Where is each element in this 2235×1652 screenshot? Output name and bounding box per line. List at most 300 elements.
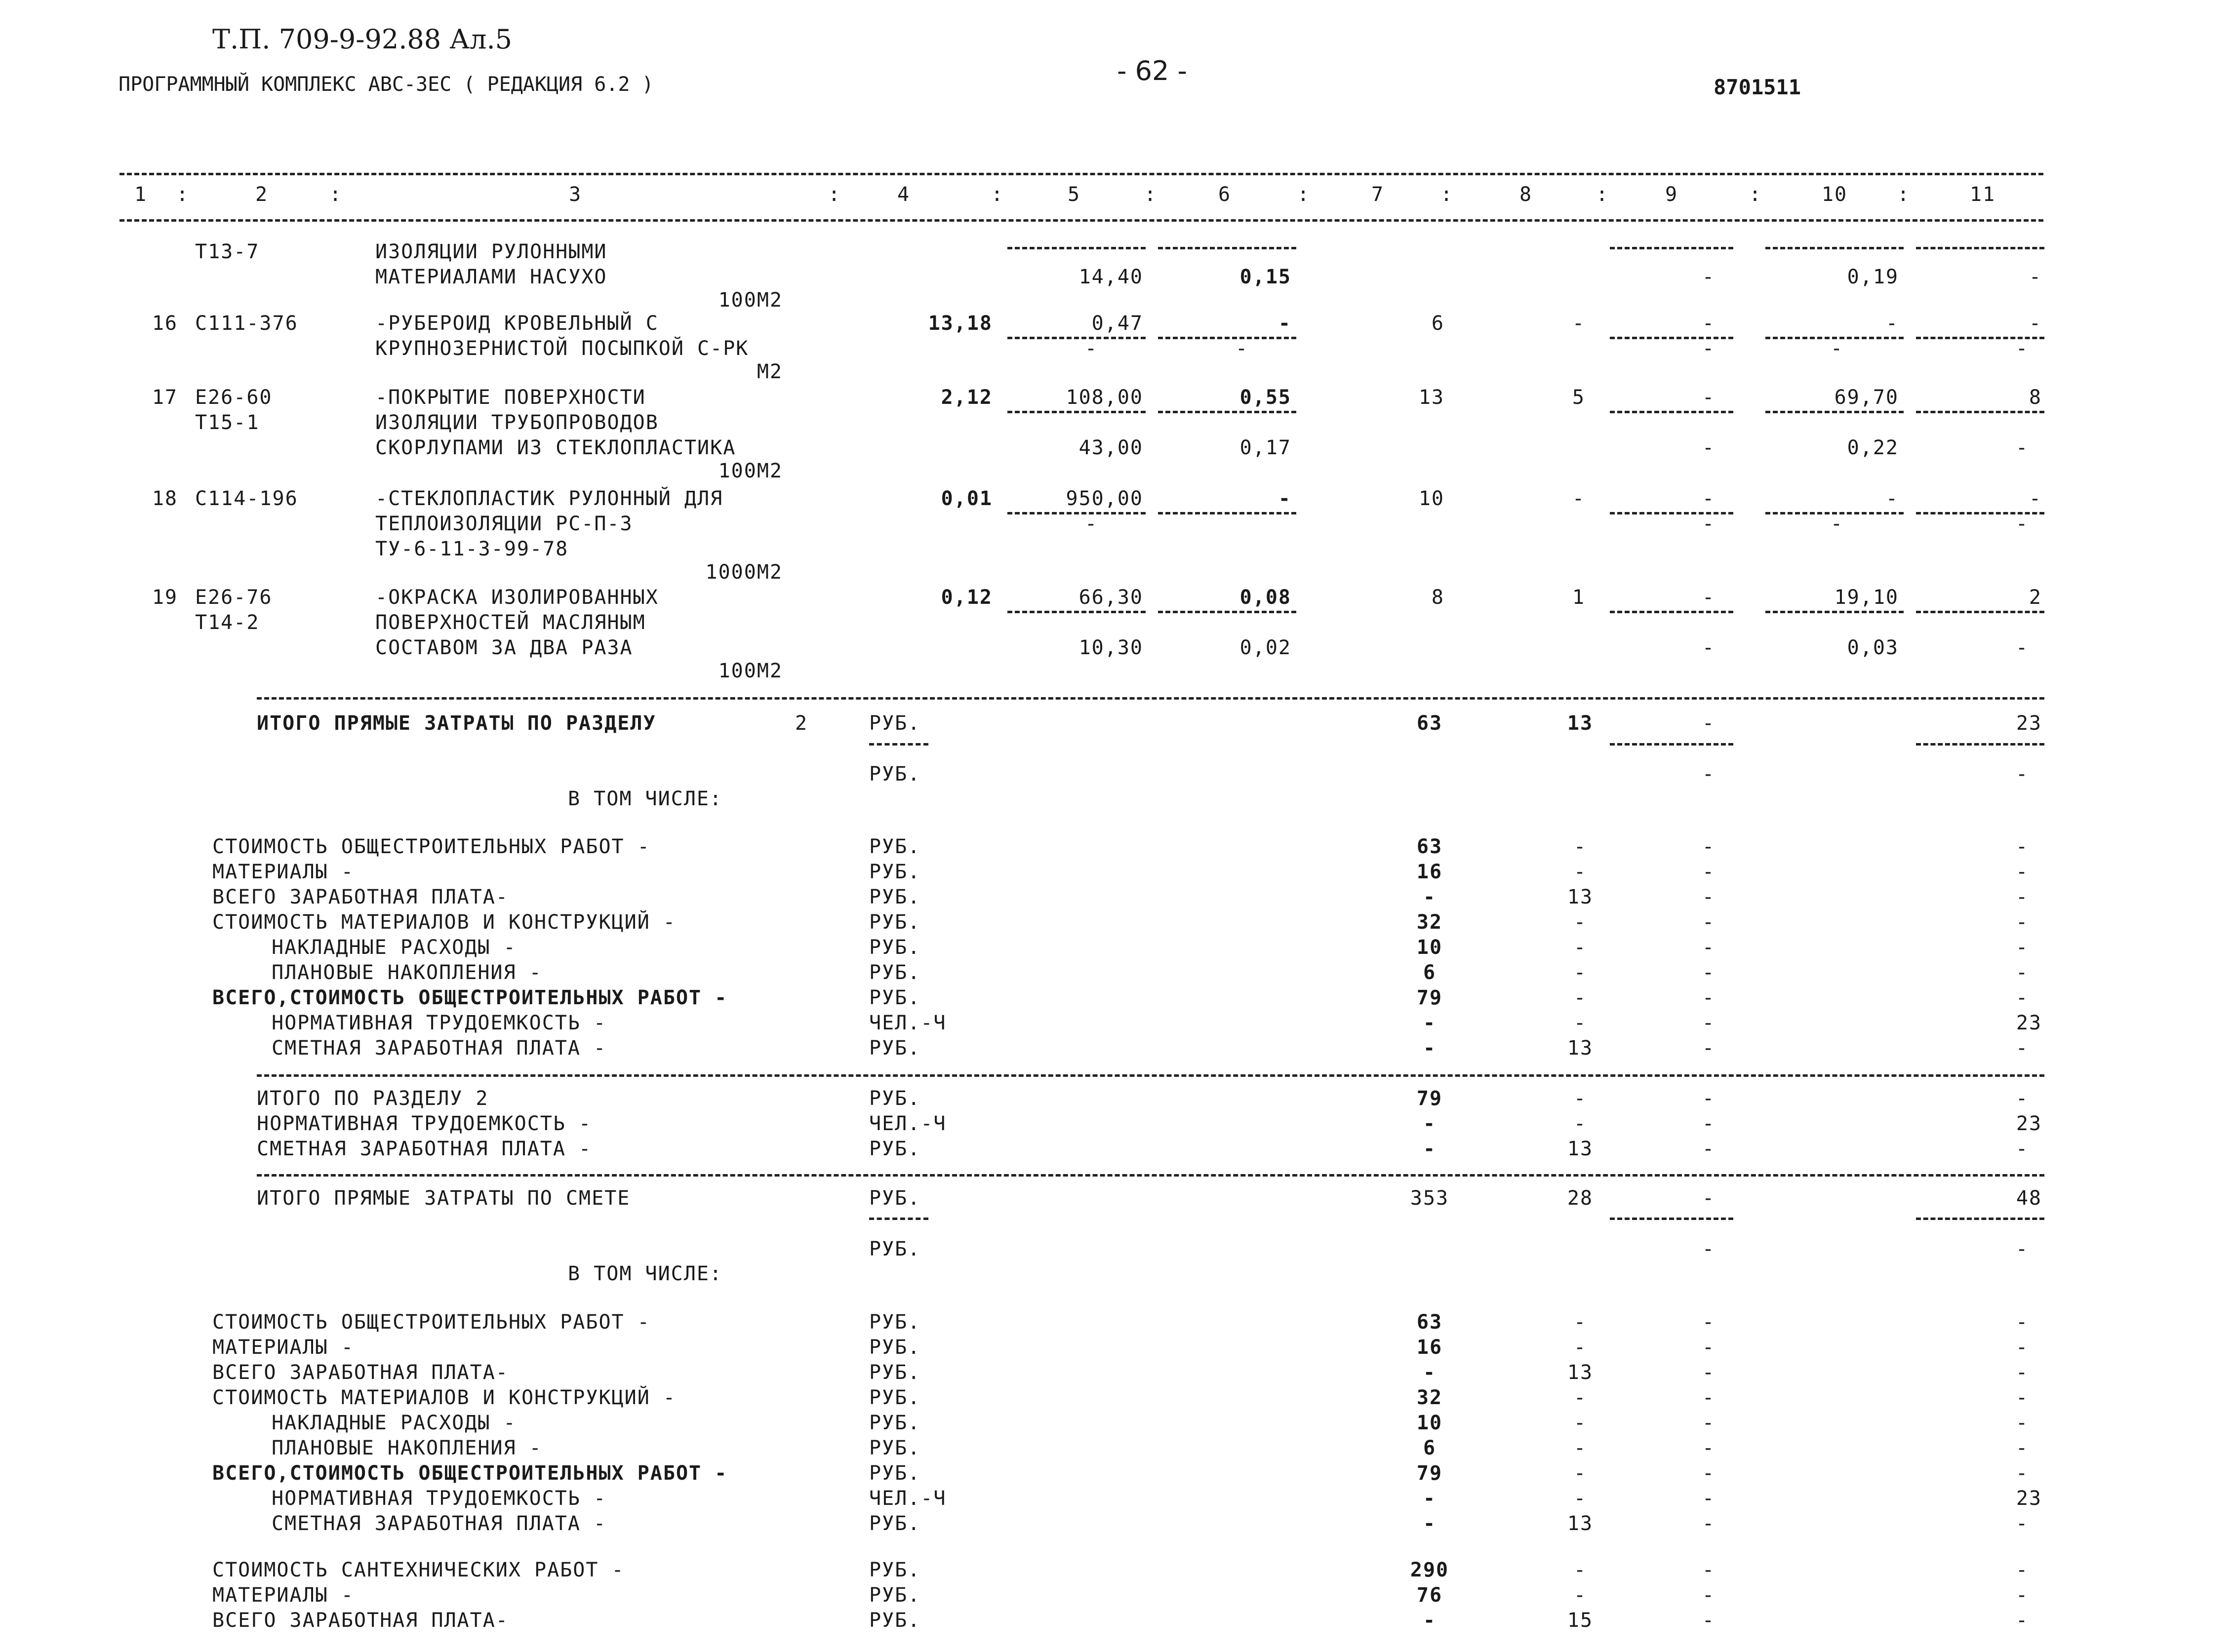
item-description: -ПОКРЫТИЕ ПОВЕРХНОСТИ — [375, 386, 646, 409]
cost-rule — [1610, 247, 1733, 249]
breakdown-unit: РУБ. — [869, 986, 921, 1009]
breakdown-unit: РУБ. — [869, 911, 921, 934]
section-sum-label: ИТОГО ПО РАЗДЕЛУ 2 — [257, 1087, 489, 1110]
item-unit: 100М2 — [718, 460, 783, 482]
breakdown-unit: ЧЕЛ.-Ч — [869, 1487, 947, 1510]
breakdown-label: МАТЕРИАЛЫ - — [212, 1336, 354, 1359]
estimate-total-unit: РУБ. — [869, 1238, 921, 1260]
breakdown-unit: РУБ. — [869, 1361, 921, 1384]
cost-rule — [1007, 411, 1146, 413]
section-rule — [257, 1074, 2044, 1077]
breakdown-label: СМЕТНАЯ ЗАРАБОТНАЯ ПЛАТА - — [272, 1037, 607, 1060]
breakdown-col11: - — [2015, 1037, 2029, 1060]
cost-rule — [1610, 337, 1733, 339]
breakdown-col7: - — [1423, 1609, 1437, 1632]
column-separator: : — [1297, 183, 1311, 206]
item-description: КРУПНОЗЕРНИСТОЙ ПОСЫПКОЙ С-РК — [375, 337, 749, 360]
breakdown-col9: - — [1702, 1386, 1716, 1409]
item-code: С114-196 — [195, 487, 298, 510]
cost-rule — [1765, 411, 1904, 413]
breakdown-col11: - — [2015, 1437, 2029, 1459]
breakdown-unit: РУБ. — [869, 936, 921, 959]
cost-rule — [1765, 337, 1904, 339]
breakdown-col7: - — [1423, 1037, 1437, 1060]
item-quantity: 0,01 — [941, 487, 993, 510]
item-total-cost: 6 — [1431, 312, 1444, 335]
section-sum-col7: 79 — [1416, 1087, 1443, 1110]
breakdown-col11: - — [2015, 1512, 2029, 1535]
column-header-1: 1 — [134, 183, 148, 206]
cost-rule — [1158, 411, 1296, 413]
cost-rule — [1916, 247, 2044, 249]
item-unit: М2 — [757, 360, 783, 383]
breakdown-col7: 79 — [1416, 986, 1443, 1009]
breakdown-label: ВСЕГО ЗАРАБОТНАЯ ПЛАТА- — [212, 1361, 509, 1384]
breakdown-col8: - — [1573, 1584, 1587, 1607]
breakdown-label: ВСЕГО ЗАРАБОТНАЯ ПЛАТА- — [212, 886, 509, 908]
breakdown-label: СТОИМОСТЬ ОБЩЕСТРОИТЕЛЬНЫХ РАБОТ - — [212, 835, 650, 858]
section-sum-col8: 13 — [1567, 1138, 1594, 1160]
column-header-3: 3 — [568, 183, 582, 206]
cost-rule — [1765, 247, 1904, 249]
section-sum-label: НОРМАТИВНАЯ ТРУДОЕМКОСТЬ - — [257, 1112, 592, 1135]
estimate-total-unit: РУБ. — [869, 1187, 921, 1210]
item-col10: - — [1885, 487, 1899, 510]
breakdown-label: СМЕТНАЯ ЗАРАБОТНАЯ ПЛАТА - — [272, 1512, 607, 1535]
item-wage-cost: 0,08 — [1239, 586, 1291, 609]
breakdown-label: ВСЕГО ЗАРАБОТНАЯ ПЛАТА- — [212, 1609, 509, 1632]
cost-rule — [1916, 1218, 2044, 1220]
column-header-10: 10 — [1821, 183, 1848, 206]
breakdown-col7: 10 — [1416, 1412, 1443, 1434]
item-col9: - — [1702, 487, 1716, 510]
item-code: Т15-1 — [195, 411, 260, 434]
breakdown-col11: - — [2015, 835, 2029, 858]
section-total-col11: 23 — [2016, 712, 2042, 735]
item-col11: 8 — [2029, 386, 2042, 409]
item-sub-col10: 0,22 — [1847, 436, 1899, 459]
column-header-7: 7 — [1371, 183, 1385, 206]
breakdown-col9: - — [1702, 1336, 1716, 1359]
document-id: 8701511 — [1714, 75, 1801, 99]
item-code: Т14-2 — [195, 611, 260, 634]
breakdown-col8: - — [1573, 961, 1587, 984]
breakdown-col7: 16 — [1416, 861, 1443, 883]
column-header-11: 11 — [1969, 183, 1996, 206]
breakdown-col11: - — [2015, 1462, 2029, 1485]
breakdown-col8: - — [1573, 986, 1587, 1009]
including-label: В ТОМ ЧИСЛЕ: — [568, 1262, 722, 1285]
breakdown-col8: - — [1573, 1012, 1587, 1034]
item-sub-wage-cost: 0,02 — [1239, 636, 1291, 659]
column-header-8: 8 — [1519, 183, 1533, 206]
breakdown-label: ВСЕГО,СТОИМОСТЬ ОБЩЕСТРОИТЕЛЬНЫХ РАБОТ - — [212, 1462, 728, 1485]
item-sub-col11: - — [2015, 512, 2029, 535]
breakdown-col9: - — [1702, 1361, 1716, 1384]
item-total-wage: 5 — [1572, 386, 1585, 409]
breakdown-col9: - — [1702, 1609, 1716, 1632]
breakdown-col11: - — [2015, 1361, 2029, 1384]
cost-rule — [1158, 512, 1296, 514]
breakdown-col7: - — [1423, 1012, 1437, 1034]
breakdown-col9: - — [1702, 861, 1716, 883]
breakdown-col8: - — [1573, 1386, 1587, 1409]
breakdown-col11: - — [2015, 1584, 2029, 1607]
item-description: МАТЕРИАЛАМИ НАСУХО — [375, 266, 607, 288]
breakdown-col8: - — [1573, 1559, 1587, 1581]
cost-rule — [869, 1218, 928, 1220]
breakdown-col7: 290 — [1410, 1559, 1449, 1581]
breakdown-col11: - — [2015, 861, 2029, 883]
section-sum-col9: - — [1702, 1112, 1716, 1135]
cost-rule — [1916, 743, 2044, 746]
cost-rule — [1610, 743, 1733, 746]
column-separator: : — [1440, 183, 1454, 206]
item-unit-cost: 950,00 — [1066, 487, 1143, 510]
breakdown-label: СТОИМОСТЬ САНТЕХНИЧЕСКИХ РАБОТ - — [212, 1559, 625, 1581]
section-sum-col7: - — [1423, 1112, 1437, 1135]
item-number: 17 — [152, 386, 178, 409]
item-col10: 0,19 — [1847, 266, 1899, 288]
column-separator: : — [828, 183, 841, 206]
program-name: ПРОГРАММНЫЙ КОМПЛЕКС АВС-3ЕС ( РЕДАКЦИЯ 6.2 ) — [119, 73, 654, 96]
breakdown-unit: РУБ. — [869, 1336, 921, 1359]
estimate-total-label: ИТОГО ПРЯМЫЕ ЗАТРАТЫ ПО СМЕТЕ — [257, 1187, 631, 1210]
breakdown-col7: 76 — [1416, 1584, 1443, 1607]
breakdown-label: НОРМАТИВНАЯ ТРУДОЕМКОСТЬ - — [272, 1012, 607, 1034]
breakdown-col9: - — [1702, 1559, 1716, 1581]
item-sub-unit-cost: - — [1084, 512, 1098, 535]
column-header-6: 6 — [1218, 183, 1232, 206]
breakdown-col9: - — [1702, 911, 1716, 934]
item-total-wage: - — [1572, 312, 1585, 335]
section-total-sub-col11: - — [2015, 763, 2029, 786]
breakdown-col8: - — [1573, 1487, 1587, 1510]
cost-rule — [1158, 247, 1296, 249]
breakdown-col8: 13 — [1567, 1037, 1594, 1060]
item-wage-cost: 0,55 — [1239, 386, 1291, 409]
item-code: Т13-7 — [195, 240, 260, 263]
page-number: - 62 - — [1117, 55, 1188, 86]
breakdown-col9: - — [1702, 1462, 1716, 1485]
cost-rule — [1158, 337, 1296, 339]
item-col11: - — [2029, 312, 2042, 335]
cost-rule — [1007, 611, 1146, 613]
item-unit-cost: 108,00 — [1066, 386, 1143, 409]
breakdown-col11: - — [2015, 1559, 2029, 1581]
estimate-total-col7: 353 — [1410, 1187, 1449, 1210]
breakdown-col8: - — [1573, 835, 1587, 858]
breakdown-col11: - — [2015, 1412, 2029, 1434]
breakdown-col8: 13 — [1567, 886, 1594, 908]
column-header-5: 5 — [1067, 183, 1081, 206]
breakdown-col7: - — [1423, 886, 1437, 908]
cost-rule — [1610, 611, 1733, 613]
item-sub-unit-cost: - — [1084, 337, 1098, 360]
item-unit-cost: 66,30 — [1078, 586, 1143, 609]
breakdown-col8: 13 — [1567, 1512, 1594, 1535]
column-separator: : — [1144, 183, 1157, 206]
section-total-col8: 13 — [1567, 712, 1594, 735]
breakdown-col7: 32 — [1416, 1386, 1443, 1409]
breakdown-col11: - — [2015, 986, 2029, 1009]
breakdown-col8: - — [1573, 1311, 1587, 1334]
item-col11: 2 — [2029, 586, 2042, 609]
breakdown-col8: - — [1573, 861, 1587, 883]
section-rule — [257, 1174, 2044, 1177]
item-col9: - — [1702, 266, 1716, 288]
cost-rule — [1007, 337, 1146, 339]
section-total-label: ИТОГО ПРЯМЫЕ ЗАТРАТЫ ПО РАЗДЕЛУ — [257, 712, 656, 735]
item-sub-wage-cost: - — [1235, 337, 1249, 360]
item-unit: 100М2 — [718, 660, 783, 682]
cost-rule — [869, 743, 928, 746]
item-unit-cost: 0,47 — [1091, 312, 1143, 335]
item-sub-wage-cost: 0,17 — [1239, 436, 1291, 459]
item-description: -ОКРАСКА ИЗОЛИРОВАННЫХ — [375, 586, 659, 609]
estimate-total-col9: - — [1702, 1187, 1716, 1210]
breakdown-label: НАКЛАДНЫЕ РАСХОДЫ - — [272, 1412, 517, 1434]
breakdown-col7: 10 — [1416, 936, 1443, 959]
cost-rule — [1610, 1218, 1733, 1220]
column-separator: : — [329, 183, 343, 206]
breakdown-unit: РУБ. — [869, 861, 921, 883]
breakdown-col9: - — [1702, 886, 1716, 908]
breakdown-unit: РУБ. — [869, 1437, 921, 1459]
breakdown-col8: - — [1573, 1412, 1587, 1434]
breakdown-label: СТОИМОСТЬ МАТЕРИАЛОВ И КОНСТРУКЦИЙ - — [212, 1386, 676, 1409]
section-sum-col7: - — [1423, 1138, 1437, 1160]
item-description: СОСТАВОМ ЗА ДВА РАЗА — [375, 636, 633, 659]
cost-rule — [1765, 611, 1904, 613]
section-rule — [257, 697, 2044, 700]
table-header-rule — [120, 219, 2043, 222]
breakdown-col7: 16 — [1416, 1336, 1443, 1359]
breakdown-col7: 6 — [1423, 1437, 1437, 1459]
item-col9: - — [1702, 312, 1716, 335]
column-separator: : — [176, 183, 190, 206]
section-total-unit: РУБ. — [869, 763, 921, 786]
item-sub-unit-cost: 10,30 — [1078, 636, 1143, 659]
including-label: В ТОМ ЧИСЛЕ: — [568, 787, 722, 810]
breakdown-col9: - — [1702, 936, 1716, 959]
column-header-2: 2 — [255, 183, 269, 206]
section-sum-col8: - — [1573, 1087, 1587, 1110]
breakdown-col7: 63 — [1416, 835, 1443, 858]
breakdown-col8: - — [1573, 1437, 1587, 1459]
breakdown-col7: - — [1423, 1361, 1437, 1384]
item-description: ИЗОЛЯЦИИ ТРУБОПРОВОДОВ — [375, 411, 659, 434]
breakdown-label: ВСЕГО,СТОИМОСТЬ ОБЩЕСТРОИТЕЛЬНЫХ РАБОТ - — [212, 986, 728, 1009]
breakdown-col9: - — [1702, 1584, 1716, 1607]
breakdown-unit: РУБ. — [869, 1037, 921, 1060]
breakdown-col9: - — [1702, 986, 1716, 1009]
breakdown-label: СТОИМОСТЬ МАТЕРИАЛОВ И КОНСТРУКЦИЙ - — [212, 911, 676, 934]
breakdown-unit: РУБ. — [869, 1386, 921, 1409]
breakdown-col7: 6 — [1423, 961, 1437, 984]
cost-rule — [1765, 512, 1904, 514]
breakdown-col11: - — [2015, 936, 2029, 959]
breakdown-label: МАТЕРИАЛЫ - — [212, 1584, 354, 1607]
item-col10: - — [1885, 312, 1899, 335]
item-total-cost: 10 — [1418, 487, 1444, 510]
item-quantity: 2,12 — [941, 386, 993, 409]
item-unit-cost: 14,40 — [1078, 266, 1143, 288]
breakdown-col9: - — [1702, 1487, 1716, 1510]
estimate-total-col11: 48 — [2016, 1187, 2042, 1210]
column-separator: : — [1897, 183, 1911, 206]
column-separator: : — [1596, 183, 1609, 206]
breakdown-unit: РУБ. — [869, 1311, 921, 1334]
item-description: ТЕПЛОИЗОЛЯЦИИ РС-П-3 — [375, 512, 633, 535]
item-wage-cost: - — [1278, 487, 1291, 510]
breakdown-label: ПЛАНОВЫЕ НАКОПЛЕНИЯ - — [272, 961, 542, 984]
breakdown-unit: РУБ. — [869, 1412, 921, 1434]
breakdown-col8: - — [1573, 1336, 1587, 1359]
item-total-cost: 8 — [1431, 586, 1444, 609]
breakdown-col7: 32 — [1416, 911, 1443, 934]
breakdown-unit: РУБ. — [869, 835, 921, 858]
column-separator: : — [991, 183, 1004, 206]
section-sum-unit: РУБ. — [869, 1087, 921, 1110]
item-col11: - — [2029, 266, 2042, 288]
item-col11: - — [2029, 487, 2042, 510]
section-total-sub-col9: - — [1702, 763, 1716, 786]
breakdown-col7: - — [1423, 1512, 1437, 1535]
item-col9: - — [1702, 386, 1716, 409]
item-number: 18 — [152, 487, 178, 510]
item-code: Е26-76 — [195, 586, 273, 609]
item-description: -СТЕКЛОПЛАСТИК РУЛОННЫЙ ДЛЯ — [375, 487, 723, 510]
item-number: 19 — [152, 586, 178, 609]
section-total-col9: - — [1702, 712, 1716, 735]
breakdown-col11: 23 — [2016, 1012, 2042, 1034]
item-total-cost: 13 — [1418, 386, 1444, 409]
breakdown-col8: - — [1573, 911, 1587, 934]
breakdown-unit: РУБ. — [869, 886, 921, 908]
item-sub-col9: - — [1702, 512, 1716, 535]
section-total-col7: 63 — [1416, 712, 1443, 735]
item-code: С111-376 — [195, 312, 298, 335]
table-top-rule — [120, 173, 2043, 175]
cost-rule — [1158, 611, 1296, 613]
breakdown-col11: - — [2015, 961, 2029, 984]
cost-rule — [1916, 512, 2044, 514]
cost-rule — [1916, 337, 2044, 339]
breakdown-col7: 63 — [1416, 1311, 1443, 1334]
cost-rule — [1007, 247, 1146, 249]
breakdown-col9: - — [1702, 1512, 1716, 1535]
breakdown-col11: - — [2015, 911, 2029, 934]
item-total-wage: - — [1572, 487, 1585, 510]
estimate-total-sub-col11: - — [2015, 1238, 2029, 1260]
section-sum-label: СМЕТНАЯ ЗАРАБОТНАЯ ПЛАТА - — [257, 1138, 592, 1160]
item-sub-col11: - — [2015, 636, 2029, 659]
breakdown-col11: - — [2015, 1311, 2029, 1334]
estimate-total-sub-col9: - — [1702, 1238, 1716, 1260]
estimate-total-col8: 28 — [1567, 1187, 1594, 1210]
item-quantity: 13,18 — [928, 312, 993, 335]
column-header-4: 4 — [897, 183, 911, 206]
item-sub-col11: - — [2015, 337, 2029, 360]
column-separator: : — [1749, 183, 1762, 206]
section-total-unit: РУБ. — [869, 712, 921, 735]
breakdown-col11: - — [2015, 1336, 2029, 1359]
breakdown-col9: - — [1702, 1437, 1716, 1459]
cost-rule — [1007, 512, 1146, 514]
section-total-number: 2 — [795, 712, 808, 735]
item-wage-cost: - — [1278, 312, 1291, 335]
breakdown-col9: - — [1702, 1311, 1716, 1334]
item-total-wage: 1 — [1572, 586, 1585, 609]
breakdown-col8: 13 — [1567, 1361, 1594, 1384]
breakdown-col9: - — [1702, 1037, 1716, 1060]
breakdown-label: НАКЛАДНЫЕ РАСХОДЫ - — [272, 936, 517, 959]
column-header-9: 9 — [1665, 183, 1678, 206]
section-sum-col9: - — [1702, 1138, 1716, 1160]
breakdown-unit: РУБ. — [869, 1559, 921, 1581]
item-description: ПОВЕРХНОСТЕЙ МАСЛЯНЫМ — [375, 611, 646, 634]
item-sub-col9: - — [1702, 337, 1716, 360]
cost-rule — [1610, 512, 1733, 514]
cost-rule — [1610, 411, 1733, 413]
breakdown-col9: - — [1702, 1012, 1716, 1034]
breakdown-label: ПЛАНОВЫЕ НАКОПЛЕНИЯ - — [272, 1437, 542, 1459]
item-unit: 1000М2 — [705, 561, 783, 584]
item-description: СКОРЛУПАМИ ИЗ СТЕКЛОПЛАСТИКА — [375, 436, 736, 459]
item-quantity: 0,12 — [941, 586, 993, 609]
breakdown-col11: 23 — [2016, 1487, 2042, 1510]
breakdown-unit: РУБ. — [869, 961, 921, 984]
section-sum-col11: - — [2015, 1087, 2029, 1110]
section-sum-col11: 23 — [2016, 1112, 2042, 1135]
section-sum-col11: - — [2015, 1138, 2029, 1160]
item-description: ИЗОЛЯЦИИ РУЛОННЫМИ — [375, 240, 607, 263]
item-col10: 69,70 — [1834, 386, 1899, 409]
breakdown-col8: - — [1573, 1462, 1587, 1485]
item-sub-col10: 0,03 — [1847, 636, 1899, 659]
breakdown-col7: 79 — [1416, 1462, 1443, 1485]
item-sub-unit-cost: 43,00 — [1078, 436, 1143, 459]
item-sub-col9: - — [1702, 636, 1716, 659]
cost-rule — [1916, 611, 2044, 613]
breakdown-col9: - — [1702, 961, 1716, 984]
breakdown-unit: РУБ. — [869, 1609, 921, 1632]
section-sum-unit: РУБ. — [869, 1138, 921, 1160]
item-col10: 19,10 — [1834, 586, 1899, 609]
breakdown-unit: РУБ. — [869, 1584, 921, 1607]
item-sub-col10: - — [1830, 512, 1844, 535]
item-col9: - — [1702, 586, 1716, 609]
breakdown-col9: - — [1702, 835, 1716, 858]
item-code: Е26-60 — [195, 386, 273, 409]
breakdown-label: МАТЕРИАЛЫ - — [212, 861, 354, 883]
item-unit: 100М2 — [718, 289, 783, 312]
breakdown-col11: - — [2015, 1386, 2029, 1409]
breakdown-label: СТОИМОСТЬ ОБЩЕСТРОИТЕЛЬНЫХ РАБОТ - — [212, 1311, 650, 1334]
breakdown-col8: 15 — [1567, 1609, 1594, 1632]
breakdown-label: НОРМАТИВНАЯ ТРУДОЕМКОСТЬ - — [272, 1487, 607, 1510]
item-description: ТУ-6-11-3-99-78 — [375, 538, 569, 560]
item-sub-col10: - — [1830, 337, 1844, 360]
section-sum-col8: - — [1573, 1112, 1587, 1135]
breakdown-unit: РУБ. — [869, 1462, 921, 1485]
breakdown-col11: - — [2015, 886, 2029, 908]
breakdown-col8: - — [1573, 936, 1587, 959]
breakdown-col9: - — [1702, 1412, 1716, 1434]
item-sub-col9: - — [1702, 436, 1716, 459]
breakdown-col11: - — [2015, 1609, 2029, 1632]
